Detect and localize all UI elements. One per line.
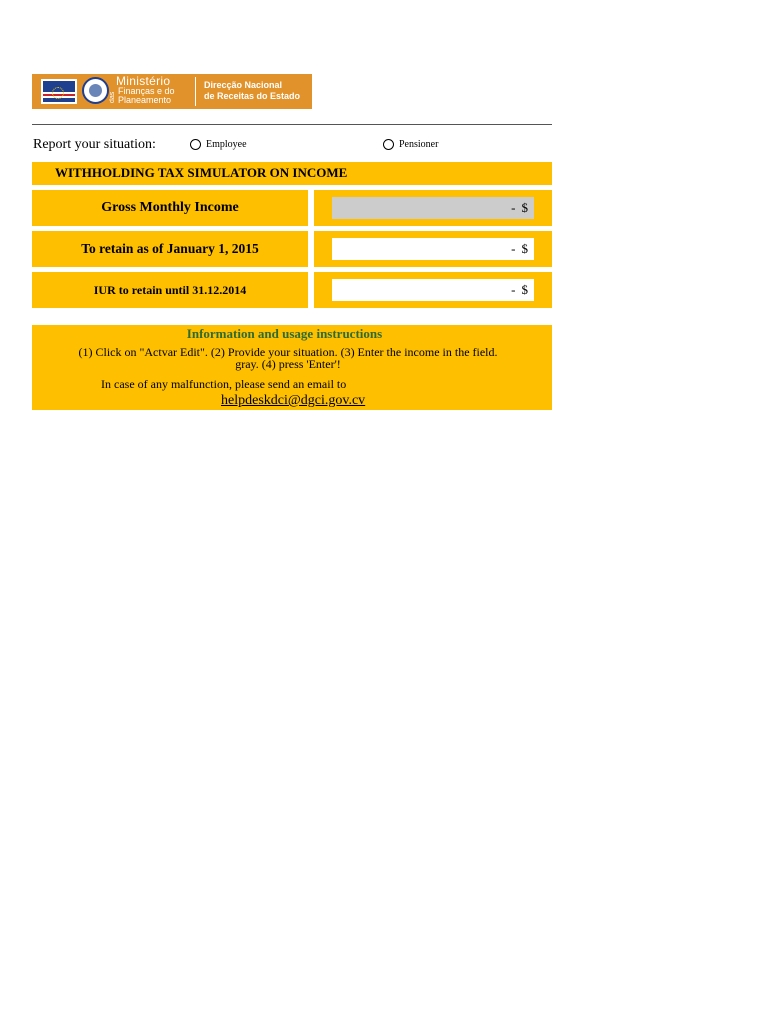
radio-circle-icon[interactable] [190, 139, 201, 150]
pensioner-radio[interactable] [383, 139, 438, 150]
pensioner-radio-label: Pensioner [399, 139, 439, 150]
logo-directorate: Direcção Nacional de Receitas do Estado [204, 80, 301, 101]
cape-verde-flag-icon [41, 79, 77, 104]
simulator-title: WITHHOLDING TAX SIMULATOR ON INCOME [55, 165, 348, 180]
retain-2015-cell [314, 231, 552, 267]
iur-2014-cell [314, 272, 552, 308]
info-heading: Information and usage instructions [186, 326, 383, 341]
iur-2014-value: - $ [332, 279, 534, 301]
info-panel [32, 325, 552, 410]
gross-income-input[interactable]: - $ [332, 197, 534, 219]
employee-radio[interactable] [190, 139, 247, 150]
logo-ministry-title: Ministério [116, 74, 171, 88]
employee-radio-label: Employee [206, 139, 247, 150]
iur-2014-label: IUR to retain until 31.12.2014 [32, 272, 308, 308]
logo-das-text: das [109, 91, 116, 103]
gross-income-label: Gross Monthly Income [32, 190, 308, 226]
logo-divider [195, 77, 196, 106]
header-divider [32, 124, 552, 125]
malfunction-note: In case of any malfunction, please send an email to [101, 377, 347, 391]
retain-2015-label: To retain as of January 1, 2015 [32, 231, 308, 267]
situation-label: Report your situation: [33, 137, 156, 152]
retain-2015-value: - $ [332, 238, 534, 260]
gross-income-cell [314, 190, 552, 226]
usage-instructions: (1) Click on "Actvar Edit". (2) Provide your situation. (3) Enter the income in the field. gray. (4) press 'Enter'! [78, 345, 498, 371]
logo-ministry-subtitle: Finanças e do Planeamento [118, 86, 175, 105]
radio-circle-icon[interactable] [383, 139, 394, 150]
ministry-logo-banner [32, 74, 312, 109]
simulator-title-bar [32, 162, 552, 185]
helpdesk-email-link[interactable]: helpdeskdci@dgci.gov.cv [221, 393, 366, 408]
ministry-seal-icon [82, 77, 109, 104]
